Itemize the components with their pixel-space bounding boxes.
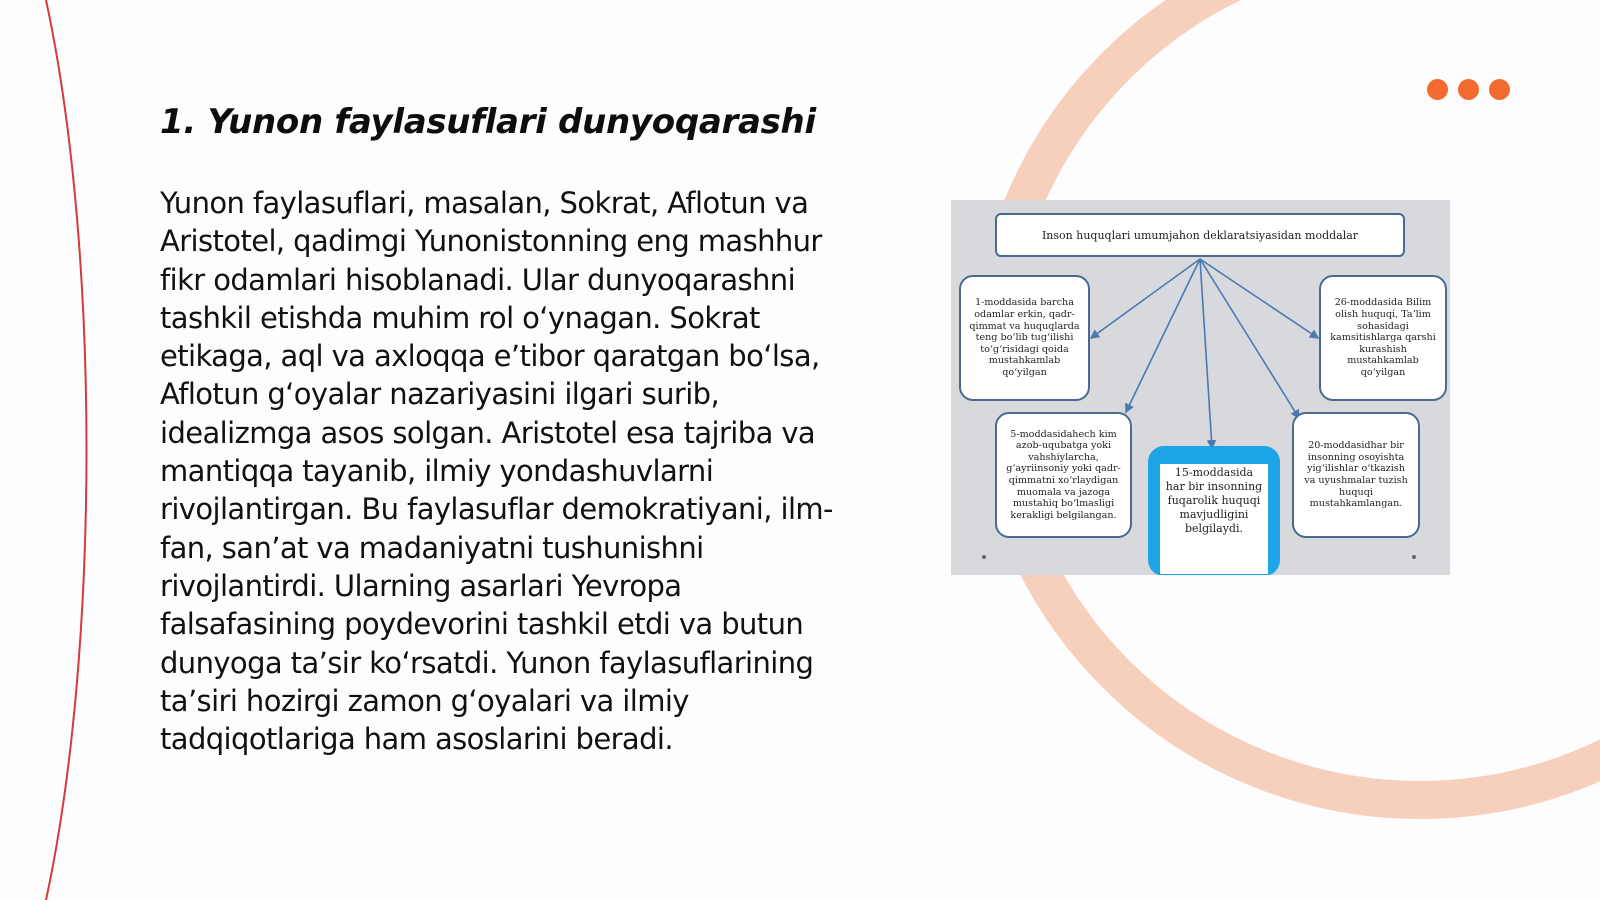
left-accent-line bbox=[46, 0, 87, 900]
connector-line bbox=[1200, 259, 1299, 418]
article-20-text: 20-moddasidhar bir insonning osoyishta yigʻilishlar oʻtkazish va uyushmalar tuzish huquqi mustahkamlangan. bbox=[1304, 440, 1408, 510]
menu-dots-icon bbox=[1427, 79, 1510, 100]
article-5-text: 5-moddasidahech kim azob-uqubatga yoki vahshiylarcha, gʻayriinsoniy yoki qadr-qimmatni xoʻrlaydigan muomala va jazoga mustahiq boʻlmasligi kerakligi belgilangan. bbox=[1006, 428, 1121, 521]
slide-body-text: Yunon faylasuflari, masalan, Sokrat, Aflotun va Aristotel, qadimgi Yunonistonning eng mashhur fikr odamlari hisoblanadi. Ular dunyoqarashni tashkil etishda muhim rol oʻynagan. Sokrat etikaga, aql va axloqqa eʼtibor qaratgan boʻlsa, Aflotun gʻoyalar nazariyasini ilgari surib, idealizmga asos solgan. Aristotel esa tajriba va mantiqqa tayanib, ilmiy yondashuvlarni rivojlantirgan. Bu faylasuflar demokratiyani, ilm-fan, sanʼat va madaniyatni tushunishni rivojlantirdi. Ularning asarlari Yevropa falsafasining poydevorini tashkil etdi va butun dunyoga taʼsir koʻrsatdi. Yunon faylasuflarining taʼsiri hozirgi zamon gʻoyalari va ilmiy tadqiqotlariga ham asoslarini beradi. bbox=[160, 186, 833, 757]
declaration-diagram-image bbox=[951, 200, 1450, 575]
dot bbox=[1458, 79, 1479, 100]
article-15-inner bbox=[1160, 464, 1268, 574]
connector-line bbox=[1200, 259, 1318, 338]
article-15-box bbox=[1148, 446, 1280, 575]
connector-line bbox=[1126, 259, 1200, 412]
article-26-text: 26-moddasida Bilim olish huquqi, Taʼlim sohasidagi kamsitishlarga qarshi kurashish mustahkamlab qoʻyilgan bbox=[1330, 297, 1436, 378]
article-15-text: 15-moddasida har bir insonning fuqarolik huquqi mavjudligini belgilaydi. bbox=[1165, 466, 1263, 535]
article-20-box bbox=[1292, 412, 1420, 538]
article-1-text: 1-moddasida barcha odamlar erkin, qadr-qimmat va huquqlarda teng boʻlib tugʻilishi toʻgʻrisidagi qoida mustahkamlab qoʻyilgan bbox=[969, 297, 1080, 378]
article-1-box bbox=[959, 275, 1090, 401]
article-26-box bbox=[1319, 275, 1447, 401]
connector-line bbox=[1200, 259, 1212, 448]
diagram-header-box bbox=[995, 213, 1405, 257]
dot bbox=[1427, 79, 1448, 100]
article-5-box bbox=[995, 412, 1132, 538]
dot bbox=[1489, 79, 1510, 100]
slide-title: 1. Yunon faylasuflari dunyoqarashi bbox=[160, 102, 816, 142]
connector-line bbox=[1091, 259, 1200, 338]
diagram-header-text: Inson huquqlari umumjahon deklaratsiyasidan moddalar bbox=[1041, 228, 1359, 242]
